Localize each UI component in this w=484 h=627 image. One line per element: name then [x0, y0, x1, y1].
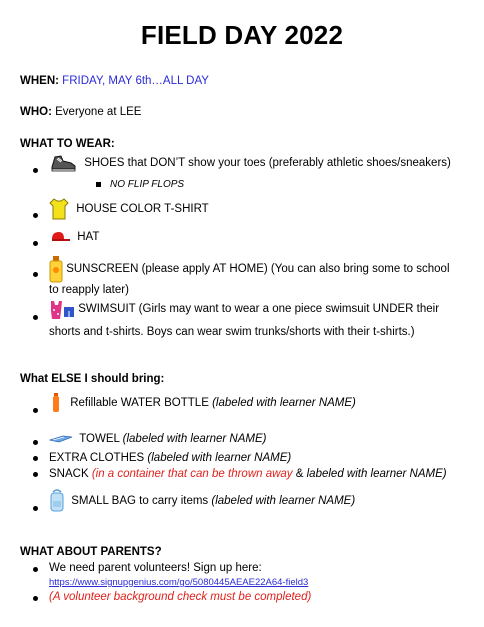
when-line: [20, 75, 209, 87]
parents-heading: WHAT ABOUT PARENTS?: [20, 546, 162, 558]
list-item-towel: [49, 432, 469, 447]
sneaker-icon: [49, 153, 77, 173]
who-label: WHO:: [20, 106, 52, 118]
bullet: [33, 213, 38, 218]
bring-heading: What ELSE I should bring:: [20, 373, 165, 385]
bullet: [33, 567, 38, 572]
list-item-swimsuit: [49, 297, 469, 321]
list-item-hat: [49, 230, 469, 245]
list-item-volunteers: [49, 561, 469, 576]
sunscreen-text-2: to reapply later): [49, 284, 129, 296]
shoes-text: SHOES that DON’T show your toes (preferably athletic shoes/sneakers): [84, 157, 451, 170]
list-item-shoes: [49, 153, 469, 173]
water-bottle-icon: [49, 392, 63, 414]
bullet: [33, 408, 38, 413]
hat-text: HAT: [77, 231, 100, 244]
snack-container-note: (in a container that can be thrown away: [91, 468, 293, 480]
page-title: FIELD DAY 2022: [140, 20, 344, 50]
bullet: [33, 315, 38, 320]
bullet: [33, 506, 38, 511]
bag-note: (labeled with learner NAME): [211, 495, 356, 508]
who-value: Everyone at LEE: [55, 106, 142, 118]
bottle-text: Refillable WATER BOTTLE: [70, 397, 213, 410]
towel-icon: [49, 434, 73, 444]
snack-note: labeled with learner NAME): [306, 468, 447, 480]
towel-note: (labeled with learner NAME): [122, 433, 267, 445]
snack-text: SNACK: [49, 468, 92, 480]
volunteers-text: We need parent volunteers! Sign up here:: [49, 562, 262, 574]
list-item-water-bottle: [49, 392, 469, 414]
when-value: FRIDAY, MAY 6th…ALL DAY: [62, 75, 209, 87]
bullet: [33, 272, 38, 277]
list-item-snack: [49, 467, 469, 482]
list-item-extra-clothes: [49, 451, 469, 466]
list-item-shirt: [49, 197, 469, 221]
bullet: [33, 596, 38, 601]
tshirt-icon: [49, 197, 69, 221]
swimsuit-icon: [49, 297, 75, 321]
bag-text: SMALL BAG to carry items: [71, 495, 212, 508]
signup-link[interactable]: https://www.signupgenius.com/go/5080445AEAE22A64-field3: [49, 577, 309, 588]
hat-icon: [49, 230, 71, 244]
clothes-text: EXTRA CLOTHES: [49, 452, 148, 464]
bottle-note: (labeled with learner NAME): [212, 397, 356, 410]
bullet: [33, 440, 38, 445]
bullet: [33, 168, 38, 173]
clothes-note: (labeled with learner NAME): [147, 452, 292, 464]
bullet: [33, 472, 38, 477]
towel-text: TOWEL: [79, 433, 123, 445]
swimsuit-text-1: SWIMSUIT (Girls may want to wear a one piece swimsuit UNDER their: [78, 303, 440, 316]
who-line: [20, 106, 141, 118]
list-item-bag: [49, 488, 469, 514]
sunscreen-icon: [49, 255, 63, 283]
snack-connector: &: [292, 468, 307, 480]
bullet: [33, 456, 38, 461]
when-label: WHEN:: [20, 75, 59, 87]
no-flip-flops-text: NO FLIP FLOPS: [110, 179, 185, 190]
sub-bullet: [96, 182, 101, 187]
swimsuit-text-2: shorts and t-shirts. Boys can wear swim trunks/shorts with their t-shirts.): [49, 326, 415, 338]
shirt-text: HOUSE COLOR T-SHIRT: [76, 203, 209, 216]
bag-icon: [49, 488, 65, 514]
sunscreen-text-1: SUNSCREEN (please apply AT HOME) (You can also bring some to school: [66, 263, 450, 276]
bullet: [33, 241, 38, 246]
background-check-note: (A volunteer background check must be completed): [49, 591, 312, 603]
list-item-sunscreen: [49, 255, 469, 283]
wear-heading: WHAT TO WEAR:: [20, 138, 115, 150]
